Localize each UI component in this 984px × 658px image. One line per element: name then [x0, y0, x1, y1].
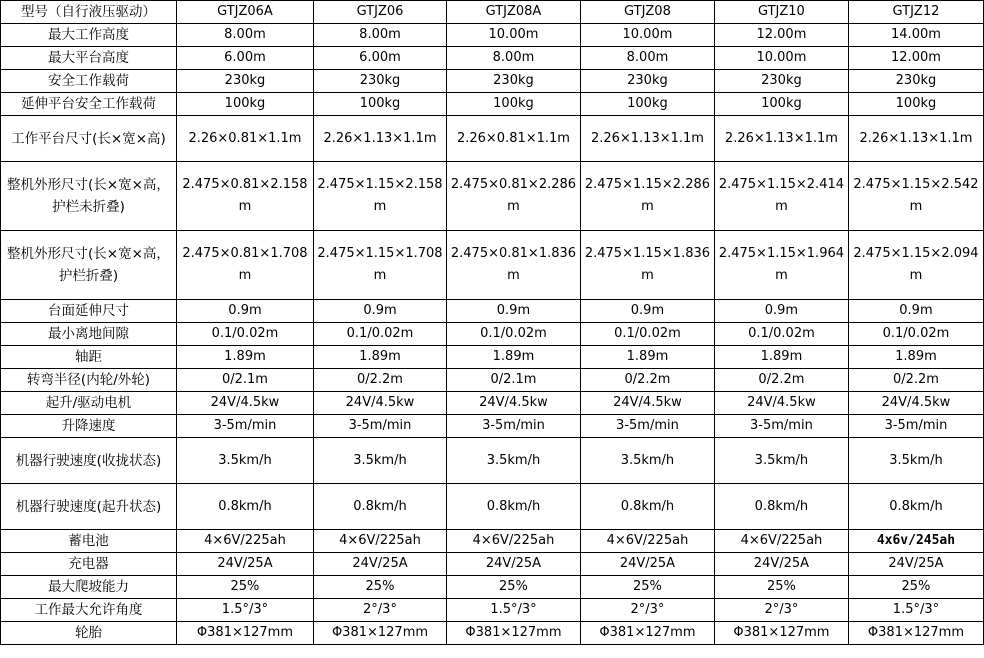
row-label: 轮胎: [1, 622, 177, 645]
spec-value: 4×6V/225ah: [446, 530, 580, 553]
spec-value: 24V/4.5kw: [714, 392, 848, 415]
table-row: [1, 162, 984, 231]
row-label: 机器行驶速度(起升状态): [1, 484, 177, 530]
row-label: 整机外形尺寸(长×宽×高，护栏未折叠): [1, 162, 177, 231]
spec-value: 0.8km/h: [580, 484, 714, 530]
row-label: 最大爬坡能力: [1, 576, 177, 599]
model-name: GTJZ08A: [446, 1, 580, 24]
spec-value: 3-5m/min: [580, 415, 714, 438]
spec-value: 25%: [714, 576, 848, 599]
spec-value: 100kg: [848, 93, 983, 116]
row-label: 工作最大允许角度: [1, 599, 177, 622]
header-label: 型号（自行液压驱动）: [1, 1, 177, 24]
row-label: 最小离地间隙: [1, 323, 177, 346]
spec-value: 100kg: [176, 93, 313, 116]
table-row: [1, 323, 984, 346]
spec-value: 1.89m: [580, 346, 714, 369]
table-row: [1, 300, 984, 323]
spec-value: 2.475×1.15×1.964m: [714, 231, 848, 300]
spec-value: 24V/25A: [580, 553, 714, 576]
spec-table-body: [1, 1, 984, 645]
model-name: GTJZ06: [314, 1, 447, 24]
table-row: [1, 369, 984, 392]
spec-value: Φ381×127mm: [314, 622, 447, 645]
spec-value: 2°/3°: [580, 599, 714, 622]
spec-value: 24V/25A: [176, 553, 313, 576]
spec-value: 230kg: [446, 70, 580, 93]
spec-value: 1.89m: [176, 346, 313, 369]
row-label: 安全工作载荷: [1, 70, 177, 93]
spec-value: 2.475×0.81×2.286m: [446, 162, 580, 231]
table-row: [1, 70, 984, 93]
table-row: [1, 553, 984, 576]
spec-value: 2.475×0.81×1.836m: [446, 231, 580, 300]
spec-value: 12.00m: [848, 47, 983, 70]
spec-value: 1.89m: [848, 346, 983, 369]
spec-value: 0/2.1m: [176, 369, 313, 392]
spec-value: 24V/25A: [314, 553, 447, 576]
spec-value: 0/2.2m: [848, 369, 983, 392]
spec-value: 0.8km/h: [314, 484, 447, 530]
spec-value: 0.1/0.02m: [176, 323, 313, 346]
spec-value: 0.1/0.02m: [848, 323, 983, 346]
spec-value: 3-5m/min: [714, 415, 848, 438]
spec-value: 3.5km/h: [580, 438, 714, 484]
spec-value: 10.00m: [446, 24, 580, 47]
spec-value: 2°/3°: [314, 599, 447, 622]
spec-value: 100kg: [580, 93, 714, 116]
spec-value: 1.5°/3°: [176, 599, 313, 622]
spec-value: Φ381×127mm: [848, 622, 983, 645]
table-row: [1, 47, 984, 70]
table-row: [1, 530, 984, 553]
table-row: [1, 392, 984, 415]
spec-value: 2.475×0.81×2.158m: [176, 162, 313, 231]
spec-value: 0/2.1m: [446, 369, 580, 392]
row-label: 机器行驶速度(收拢状态): [1, 438, 177, 484]
spec-value: 24V/25A: [714, 553, 848, 576]
spec-value: 2.26×0.81×1.1m: [446, 116, 580, 162]
spec-value: 2.26×0.81×1.1m: [176, 116, 313, 162]
spec-value: 2.26×1.13×1.1m: [848, 116, 983, 162]
spec-value: 4×6V/225ah: [580, 530, 714, 553]
table-row: [1, 93, 984, 116]
spec-value: 3-5m/min: [176, 415, 313, 438]
spec-value: 0.1/0.02m: [314, 323, 447, 346]
spec-value: 100kg: [446, 93, 580, 116]
spec-value: 12.00m: [714, 24, 848, 47]
model-name: GTJZ08: [580, 1, 714, 24]
spec-value: 0.1/0.02m: [446, 323, 580, 346]
spec-value: 24V/25A: [848, 553, 983, 576]
spec-value: 3.5km/h: [714, 438, 848, 484]
table-row: [1, 484, 984, 530]
spec-value: 0.8km/h: [446, 484, 580, 530]
spec-value: 0/2.2m: [314, 369, 447, 392]
spec-value: 3-5m/min: [314, 415, 447, 438]
spec-value: 24V/4.5kw: [848, 392, 983, 415]
spec-value: 2.26×1.13×1.1m: [580, 116, 714, 162]
spec-value: 24V/25A: [446, 553, 580, 576]
spec-value: Φ381×127mm: [446, 622, 580, 645]
spec-value: 25%: [446, 576, 580, 599]
spec-value: 0.8km/h: [176, 484, 313, 530]
spec-value: 2.475×1.15×2.286m: [580, 162, 714, 231]
spec-value: 8.00m: [314, 24, 447, 47]
spec-value: 0/2.2m: [714, 369, 848, 392]
model-name: GTJZ06A: [176, 1, 313, 24]
spec-value: 1.5°/3°: [848, 599, 983, 622]
spec-value: 230kg: [580, 70, 714, 93]
row-label: 台面延伸尺寸: [1, 300, 177, 323]
row-label: 升降速度: [1, 415, 177, 438]
spec-value: 25%: [580, 576, 714, 599]
spec-value: 1.5°/3°: [446, 599, 580, 622]
spec-value: 2.26×1.13×1.1m: [314, 116, 447, 162]
spec-value: 230kg: [176, 70, 313, 93]
spec-value: 100kg: [714, 93, 848, 116]
table-row: [1, 438, 984, 484]
spec-value: 0.9m: [714, 300, 848, 323]
table-row: [1, 622, 984, 645]
spec-value: 2.475×1.15×2.542m: [848, 162, 983, 231]
spec-value: 0.9m: [314, 300, 447, 323]
spec-value: Φ381×127mm: [714, 622, 848, 645]
spec-value: 230kg: [314, 70, 447, 93]
spec-value: 2.475×1.15×1.708m: [314, 231, 447, 300]
spec-value: 2.475×1.15×2.158m: [314, 162, 447, 231]
row-label: 蓄电池: [1, 530, 177, 553]
spec-value: 3.5km/h: [314, 438, 447, 484]
spec-value: 0.1/0.02m: [714, 323, 848, 346]
spec-value: Φ381×127mm: [580, 622, 714, 645]
spec-value: 8.00m: [580, 47, 714, 70]
spec-value: Φ381×127mm: [176, 622, 313, 645]
spec-value: 3-5m/min: [848, 415, 983, 438]
row-label: 整机外形尺寸(长×宽×高，护栏折叠): [1, 231, 177, 300]
table-row: [1, 24, 984, 47]
spec-value: 0.8km/h: [714, 484, 848, 530]
row-label: 充电器: [1, 553, 177, 576]
spec-value: 0.9m: [176, 300, 313, 323]
spec-value: 25%: [314, 576, 447, 599]
spec-value: 3.5km/h: [446, 438, 580, 484]
spec-value: 2.26×1.13×1.1m: [714, 116, 848, 162]
spec-value: 0.9m: [848, 300, 983, 323]
spec-value: 3.5km/h: [176, 438, 313, 484]
header-row: [1, 1, 984, 24]
spec-value: 0.9m: [446, 300, 580, 323]
row-label: 转弯半径(内轮/外轮): [1, 369, 177, 392]
spec-value: 2.475×1.15×2.094m: [848, 231, 983, 300]
spec-value: 25%: [176, 576, 313, 599]
spec-value: 0/2.2m: [580, 369, 714, 392]
row-label: 起升/驱动电机: [1, 392, 177, 415]
spec-value: 1.89m: [714, 346, 848, 369]
spec-value: 8.00m: [446, 47, 580, 70]
spec-value: 24V/4.5kw: [446, 392, 580, 415]
spec-value: 230kg: [714, 70, 848, 93]
spec-value: 0.8km/h: [848, 484, 983, 530]
spec-value: 4x6v/245ah: [848, 530, 983, 553]
spec-value: 1.89m: [446, 346, 580, 369]
spec-value: 25%: [848, 576, 983, 599]
spec-value: 10.00m: [714, 47, 848, 70]
spec-value: 2°/3°: [714, 599, 848, 622]
spec-value: 10.00m: [580, 24, 714, 47]
spec-value: 2.475×0.81×1.708m: [176, 231, 313, 300]
table-row: [1, 346, 984, 369]
spec-value: 4×6V/225ah: [314, 530, 447, 553]
row-label: 最大平台高度: [1, 47, 177, 70]
spec-value: 4×6V/225ah: [714, 530, 848, 553]
model-name: GTJZ12: [848, 1, 983, 24]
spec-value: 1.89m: [314, 346, 447, 369]
spec-value: 3-5m/min: [446, 415, 580, 438]
spec-value: 24V/4.5kw: [314, 392, 447, 415]
table-row: [1, 231, 984, 300]
row-label: 工作平台尺寸(长×宽×高): [1, 116, 177, 162]
spec-value: 4×6V/225ah: [176, 530, 313, 553]
spec-value: 0.1/0.02m: [580, 323, 714, 346]
table-row: [1, 116, 984, 162]
row-label: 延伸平台安全工作载荷: [1, 93, 177, 116]
spec-value: 100kg: [314, 93, 447, 116]
row-label: 轴距: [1, 346, 177, 369]
spec-value: 8.00m: [176, 24, 313, 47]
row-label: 最大工作高度: [1, 24, 177, 47]
spec-value: 3.5km/h: [848, 438, 983, 484]
spec-value: 230kg: [848, 70, 983, 93]
spec-value: 6.00m: [314, 47, 447, 70]
spec-value: 14.00m: [848, 24, 983, 47]
spec-value: 24V/4.5kw: [176, 392, 313, 415]
table-row: [1, 576, 984, 599]
spec-value: 6.00m: [176, 47, 313, 70]
spec-value: 24V/4.5kw: [580, 392, 714, 415]
model-name: GTJZ10: [714, 1, 848, 24]
spec-value: 2.475×1.15×1.836m: [580, 231, 714, 300]
table-row: [1, 599, 984, 622]
spec-value: 2.475×1.15×2.414m: [714, 162, 848, 231]
spec-value: 0.9m: [580, 300, 714, 323]
table-row: [1, 415, 984, 438]
